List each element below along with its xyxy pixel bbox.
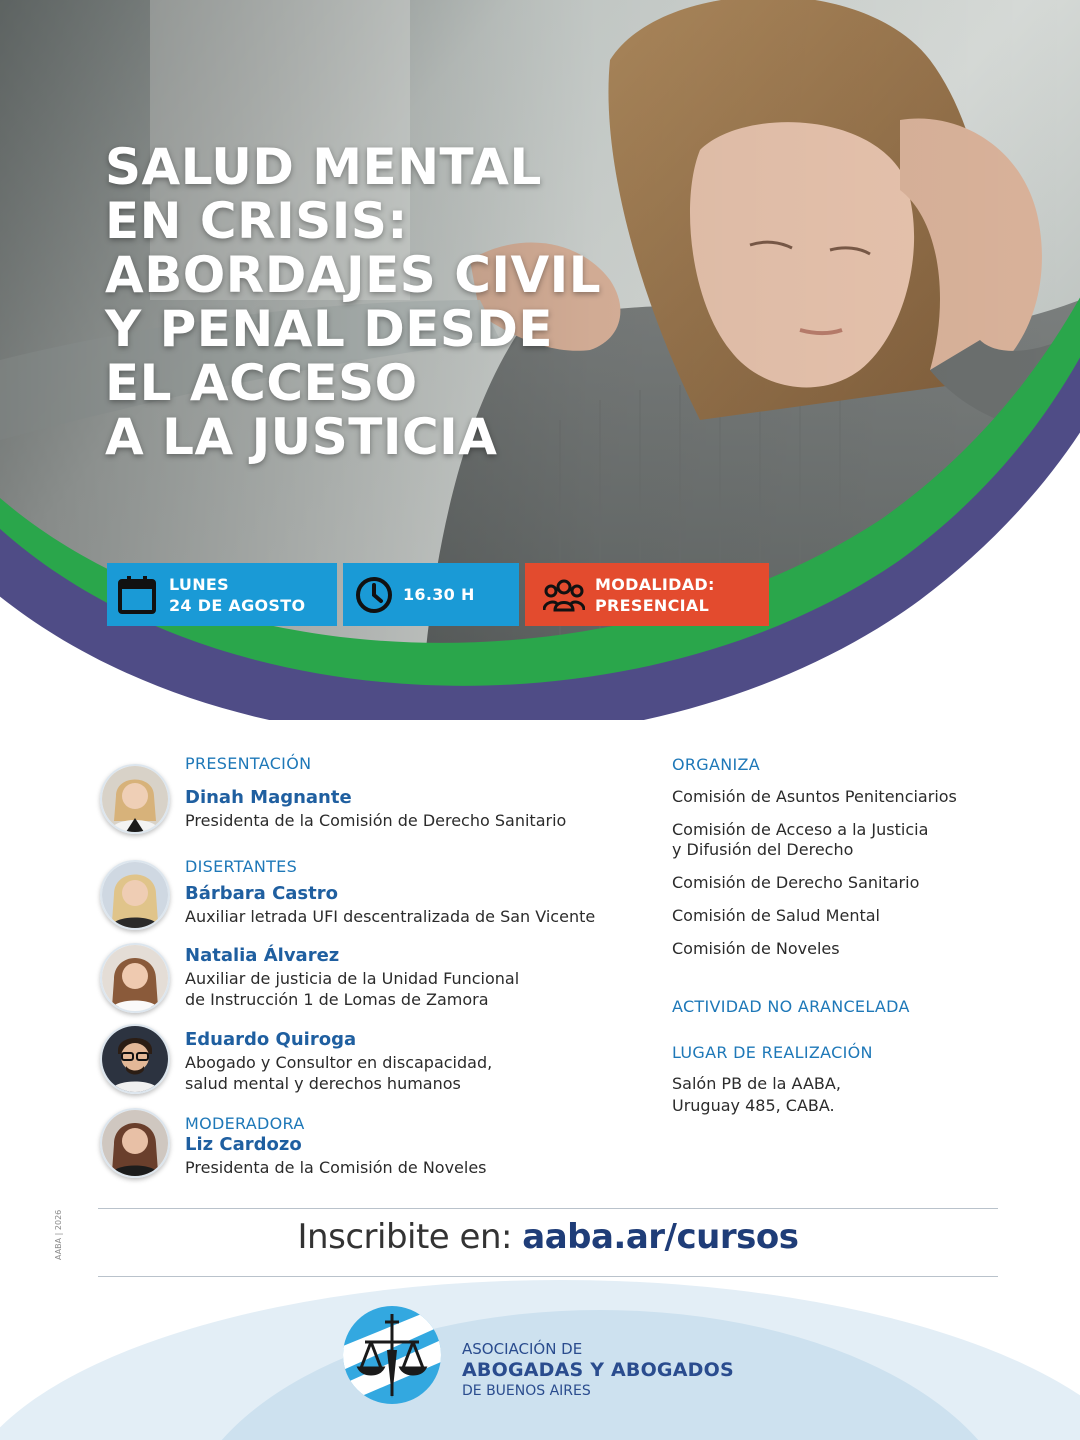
organizer-item: Comisión de Acceso a la Justicia y Difusión del Derecho <box>672 820 929 859</box>
logo-line-3: DE BUENOS AIRES <box>462 1383 591 1399</box>
credit-text: AABA | 2026 <box>54 1209 63 1260</box>
presenter-role: Presidenta de la Comisión de Derecho Sanitario <box>185 811 567 830</box>
divider <box>98 1208 998 1209</box>
avatar <box>100 860 170 930</box>
speaker-card <box>100 943 600 1013</box>
logo-line-1: ASOCIACIÓN DE <box>462 1340 583 1358</box>
mode-label: MODALIDAD: PRESENCIAL <box>595 574 715 615</box>
moderator-title: MODERADORA <box>185 1114 305 1133</box>
speaker-name: Eduardo Quiroga <box>185 1029 357 1050</box>
time-box <box>343 563 519 626</box>
presenter-card <box>100 764 600 834</box>
speaker-name: Bárbara Castro <box>185 883 338 904</box>
avatar <box>100 764 170 834</box>
speakers-title: DISERTANTES <box>185 857 298 876</box>
organizer-item: Comisión de Asuntos Penitenciarios <box>672 787 957 806</box>
avatar <box>100 943 170 1013</box>
moderator-name: Liz Cardozo <box>185 1134 302 1155</box>
organizer-item: Comisión de Noveles <box>672 939 840 958</box>
presenter-name: Dinah Magnante <box>185 787 352 808</box>
group-icon <box>543 578 585 612</box>
clock-icon <box>355 576 393 614</box>
time-label: 16.30 H <box>403 585 475 604</box>
moderator-card <box>100 1108 600 1178</box>
register-link[interactable]: aaba.ar/cursos <box>522 1217 799 1257</box>
aaba-logo-text <box>462 1340 734 1400</box>
organizer-item: Comisión de Derecho Sanitario <box>672 873 920 892</box>
avatar <box>100 1024 170 1094</box>
presentation-title: PRESENTACIÓN <box>185 754 312 773</box>
speaker-card <box>100 1024 600 1094</box>
avatar <box>100 1108 170 1178</box>
register-prefix: Inscribite en: <box>297 1217 523 1257</box>
speaker-card <box>100 860 600 930</box>
mode-box <box>525 563 769 626</box>
fee-note: ACTIVIDAD NO ARANCELADA <box>672 997 910 1016</box>
venue-title: LUGAR DE REALIZACIÓN <box>672 1043 873 1062</box>
organizer-item: Comisión de Salud Mental <box>672 906 880 925</box>
event-title: SALUD MENTAL EN CRISIS: ABORDAJES CIVIL Y PENAL DESDE EL ACCESO A LA JUSTICIA <box>105 138 602 466</box>
venue-address: Salón PB de la AABA, Uruguay 485, CABA. <box>672 1074 841 1115</box>
moderator-role: Presidenta de la Comisión de Noveles <box>185 1158 487 1177</box>
logo-line-2: ABOGADAS Y ABOGADOS <box>462 1359 734 1381</box>
aaba-logo-icon <box>343 1306 441 1404</box>
calendar-icon <box>117 575 157 615</box>
organizer-title: ORGANIZA <box>672 755 761 774</box>
speaker-role: Abogado y Consultor en discapacidad, salud mental y derechos humanos <box>185 1053 493 1093</box>
register-line <box>98 1217 998 1257</box>
speaker-name: Natalia Álvarez <box>185 945 340 966</box>
speaker-role: Auxiliar de justicia de la Unidad Funcional de Instrucción 1 de Lomas de Zamora <box>185 969 520 1009</box>
date-box <box>107 563 337 626</box>
date-label: LUNES 24 DE AGOSTO <box>169 574 306 615</box>
speaker-role: Auxiliar letrada UFI descentralizada de San Vicente <box>185 907 596 926</box>
divider <box>98 1276 998 1277</box>
